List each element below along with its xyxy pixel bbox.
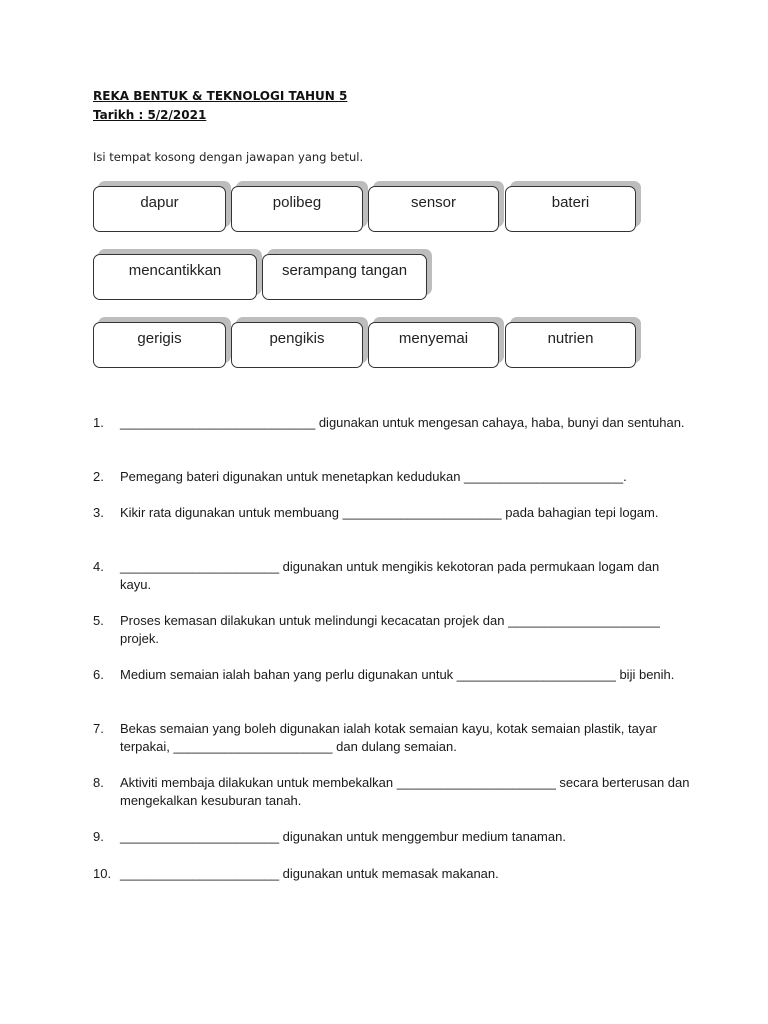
word-box: polibeg (231, 186, 363, 232)
question-text: ___________________________ digunakan untuk mengesan cahaya, haba, bunyi dan sentuhan. (120, 415, 685, 430)
question-item (93, 666, 674, 684)
question-item (93, 414, 685, 432)
word-box: gerigis (93, 322, 226, 368)
worksheet-date: Tarikh : 5/2/2021 (93, 108, 207, 122)
question-number: 5. (93, 613, 104, 628)
question-number: 7. (93, 721, 104, 736)
question-item (93, 558, 693, 594)
question-item (93, 865, 499, 883)
question-item (93, 720, 693, 756)
worksheet-header (93, 87, 347, 125)
question-number: 1. (93, 415, 104, 430)
word-box: dapur (93, 186, 226, 232)
question-item (93, 612, 693, 648)
word-box: sensor (368, 186, 499, 232)
question-item (93, 504, 658, 522)
question-text: Pemegang bateri digunakan untuk menetapkan kedudukan ______________________. (120, 469, 627, 484)
question-text: ______________________ digunakan untuk menggembur medium tanaman. (120, 829, 566, 844)
word-box: pengikis (231, 322, 363, 368)
word-box: bateri (505, 186, 636, 232)
question-number: 3. (93, 505, 104, 520)
question-number: 6. (93, 667, 104, 682)
question-text: ______________________ digunakan untuk memasak makanan. (120, 866, 499, 881)
question-text: Bekas semaian yang boleh digunakan ialah kotak semaian kayu, kotak semaian plastik, tayar terpakai, ______________________ dan dulang semaian. (120, 721, 657, 754)
question-number: 9. (93, 829, 104, 844)
word-box: nutrien (505, 322, 636, 368)
question-item (93, 468, 627, 486)
question-number: 8. (93, 775, 104, 790)
question-text: Aktiviti membaja dilakukan untuk membekalkan ______________________ secara berterusan dan mengekalkan kesuburan tanah. (120, 775, 690, 808)
worksheet-title: REKA BENTUK & TEKNOLOGI TAHUN 5 (93, 89, 348, 103)
question-number: 10. (93, 866, 112, 881)
question-number: 2. (93, 469, 104, 484)
question-text: Proses kemasan dilakukan untuk melindungi kecacatan projek dan _____________________ projek. (120, 613, 660, 646)
question-text: Kikir rata digunakan untuk membuang ______________________ pada bahagian tepi logam. (120, 505, 659, 520)
instruction-text: Isi tempat kosong dengan jawapan yang betul. (93, 150, 364, 164)
question-text: ______________________ digunakan untuk mengikis kekotoran pada permukaan logam dan kayu. (120, 559, 660, 592)
question-item (93, 774, 693, 810)
word-box: mencantikkan (93, 254, 257, 300)
word-box: menyemai (368, 322, 499, 368)
question-text: Medium semaian ialah bahan yang perlu digunakan untuk ______________________ biji benih. (120, 667, 675, 682)
question-item (93, 828, 566, 846)
word-box: serampang tangan (262, 254, 427, 300)
question-number: 4. (93, 559, 104, 574)
